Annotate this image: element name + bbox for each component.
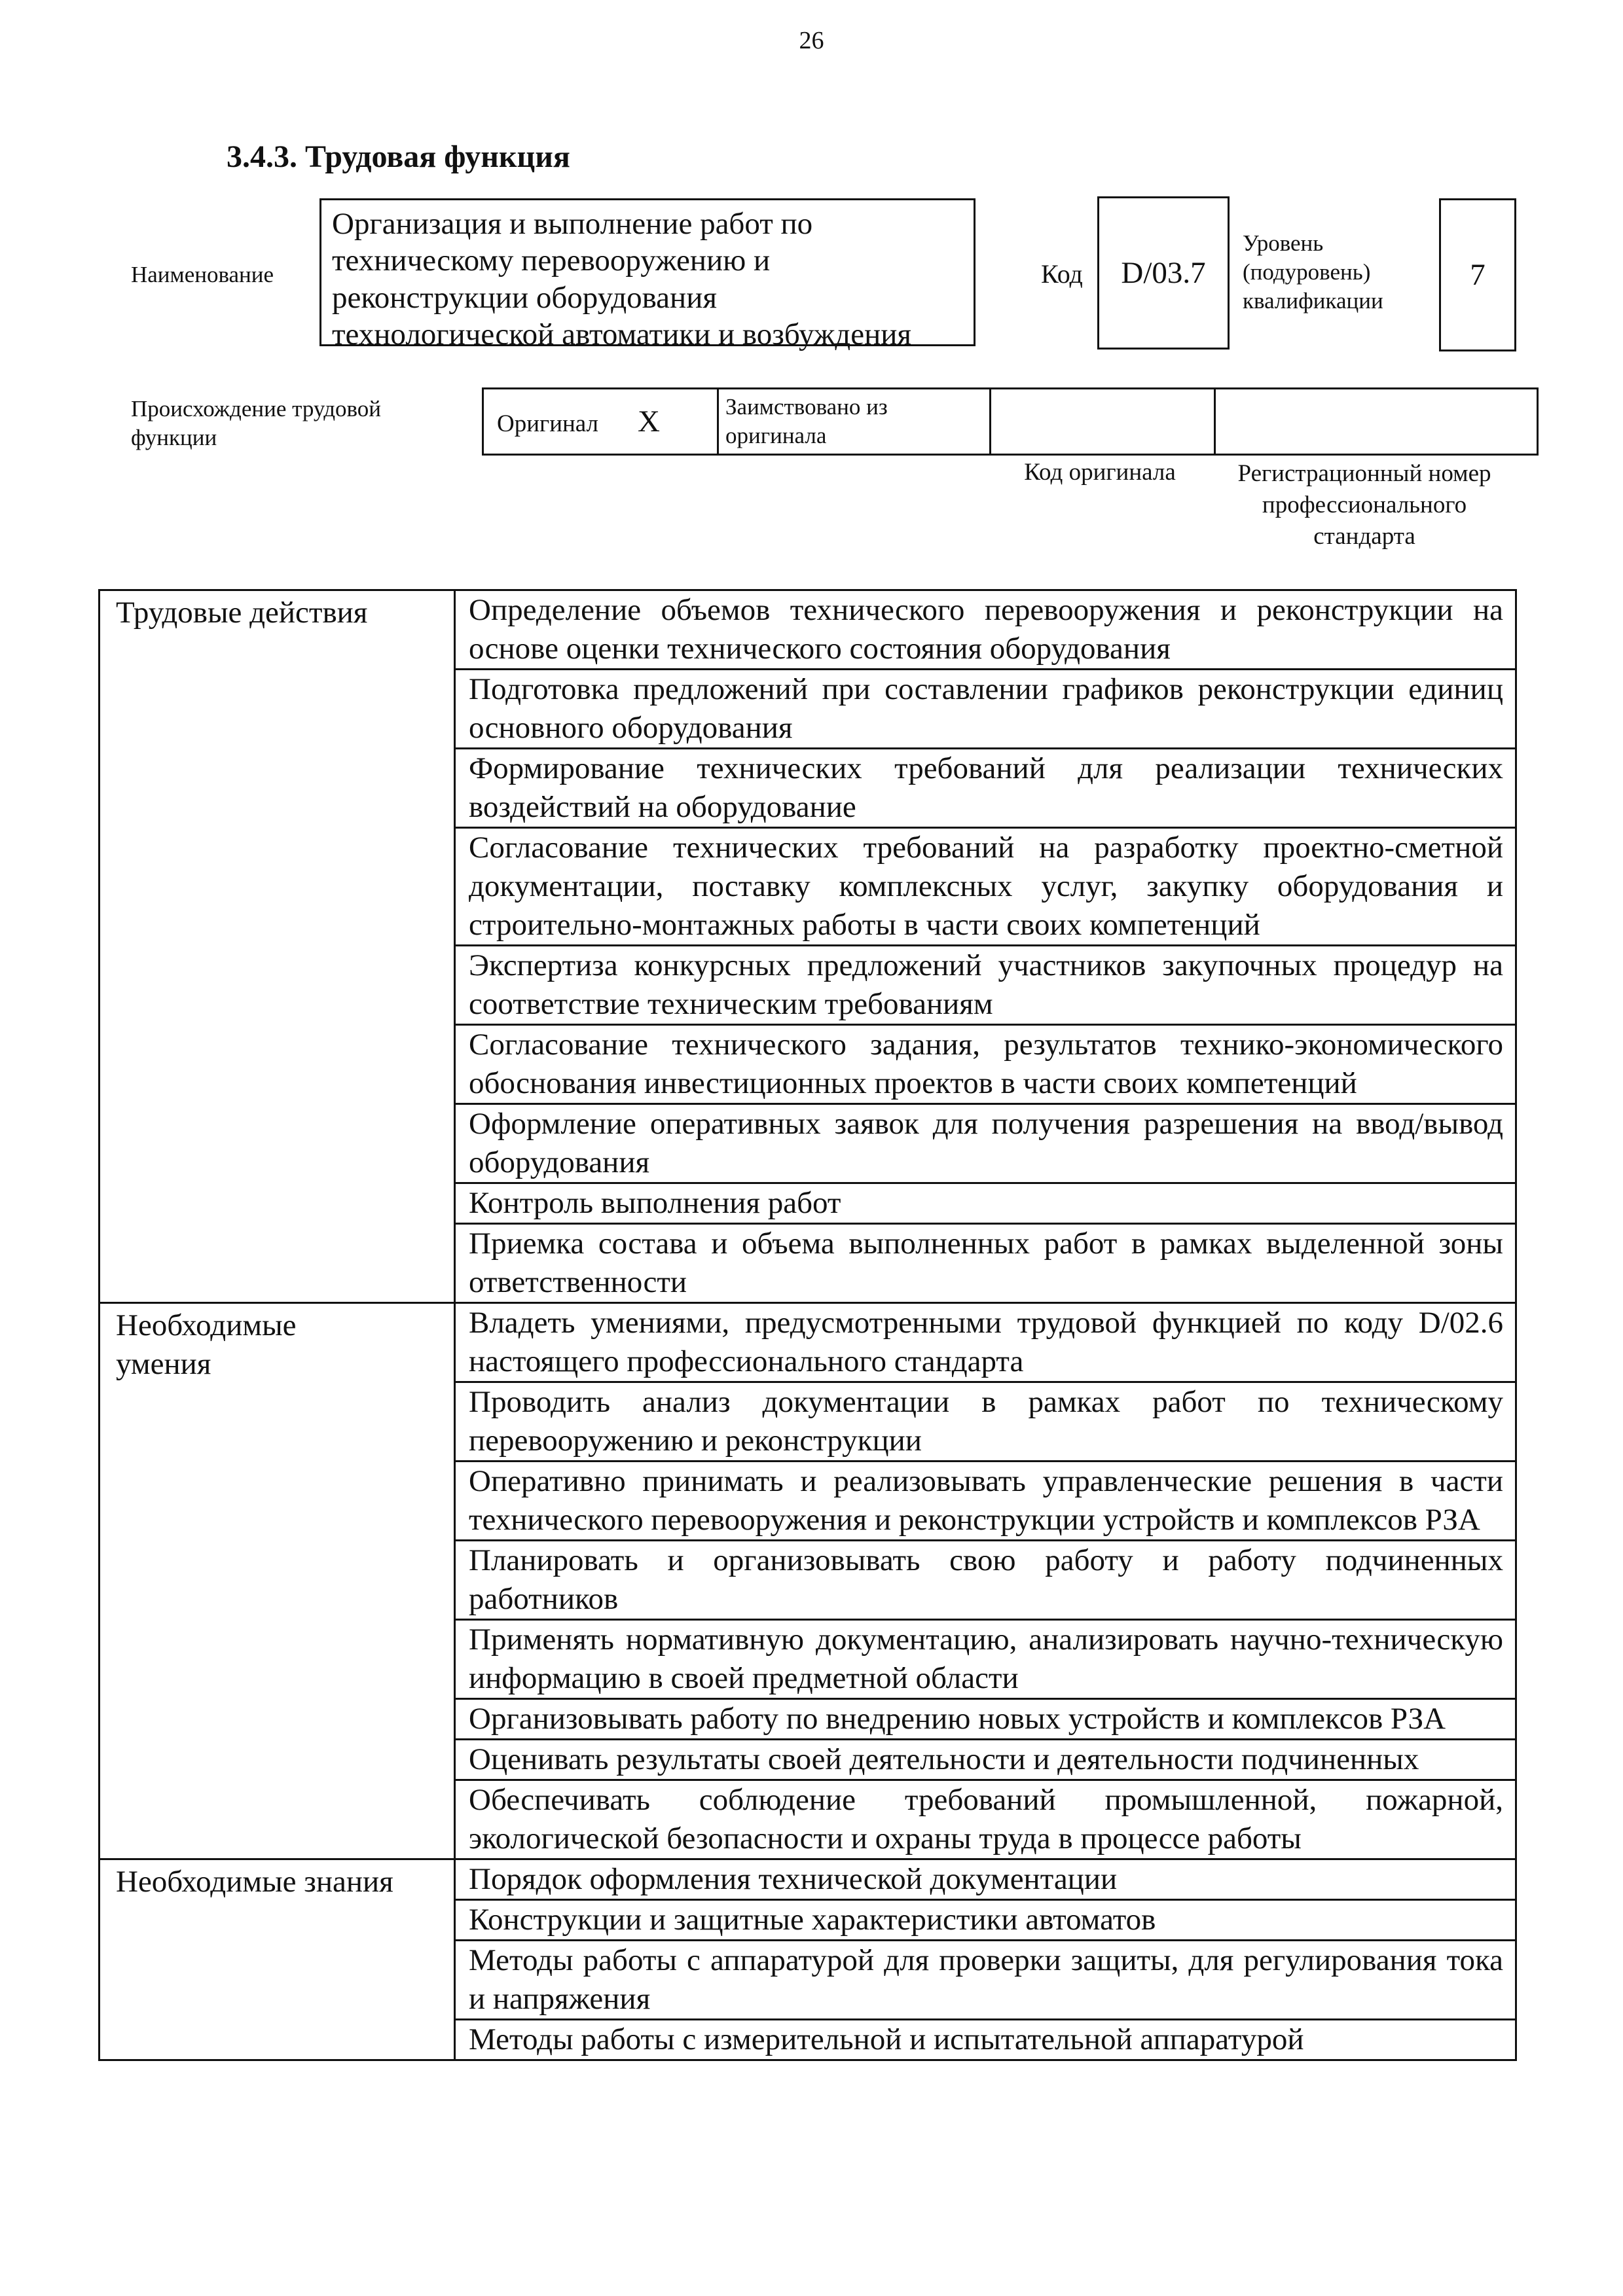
section-category-line: Необходимые знания: [116, 1865, 393, 1899]
function-name-line: Организация и выполнение работ по: [332, 207, 813, 241]
section-item: Конструкции и защитные характеристики автоматов: [455, 1900, 1516, 1941]
function-name-line: техническому перевооружению и: [332, 243, 771, 278]
section-item: Определение объемов технического перевооружения и реконструкции на основе оценки технического состояния оборудования: [455, 590, 1516, 670]
section-item: Порядок оформления технической документации: [455, 1859, 1516, 1900]
origin-label-line: Происхождение трудовой: [131, 396, 382, 422]
section-item: Оценивать результаты своей деятельности и деятельности подчиненных: [455, 1740, 1516, 1780]
origin-label-line: функции: [131, 424, 217, 450]
level-label-line: квалификации: [1243, 287, 1383, 314]
original-code-cell: [991, 389, 1215, 455]
reg-label-line: профессионального: [1262, 492, 1467, 519]
reg-label-line: стандарта: [1313, 523, 1415, 550]
original-cell: [483, 389, 718, 455]
function-name-line: реконструкции оборудования: [332, 280, 717, 315]
section-item: Оформление оперативных заявок для получения разрешения на ввод/вывод оборудования: [455, 1104, 1516, 1183]
function-details-table: [98, 589, 1517, 2061]
section-item: Согласование технического задания, результатов технико-экономического обоснования инвестиционных проектов в части своих компетенций: [455, 1025, 1516, 1104]
level-label-line: Уровень: [1243, 230, 1324, 256]
function-name-line: технологической автоматики и возбуждения: [332, 317, 911, 352]
borrowed-line: Заимствовано из: [725, 394, 888, 420]
section-item: Обеспечивать соблюдение требований промышленной, пожарной, экологической безопасности и охраны труда в процессе работы: [455, 1780, 1516, 1859]
section-category: [100, 1303, 455, 1859]
section-item: Методы работы с измерительной и испытательной аппаратурой: [455, 2020, 1516, 2060]
borrowed-cell: [718, 389, 991, 455]
section-title: 3.4.3. Трудовая функция: [227, 139, 570, 174]
origin-row: [483, 389, 1538, 455]
code-value: D/03.7: [1121, 256, 1206, 290]
section-item: Экспертиза конкурсных предложений участников закупочных процедур на соответствие техническим требованиям: [455, 946, 1516, 1025]
section-item: Планировать и организовывать свою работу и работу подчиненных работников: [455, 1541, 1516, 1620]
section-item: Подготовка предложений при составлении графиков реконструкции единиц основного оборудования: [455, 670, 1516, 749]
section-category: [100, 590, 455, 1303]
code-original-label: Код оригинала: [1024, 459, 1176, 486]
section-category-line: Необходимые: [116, 1308, 297, 1342]
reg-number-label: [1213, 458, 1516, 552]
name-label: Наименование: [131, 262, 274, 287]
section-category-line: Трудовые действия: [116, 596, 368, 630]
section-item: Методы работы с аппаратурой для проверки защиты, для регулирования тока и напряжения: [455, 1941, 1516, 2020]
section-item: Применять нормативную документацию, анализировать научно-техническую информацию в своей предметной области: [455, 1620, 1516, 1699]
reg-label-line: Регистрационный номер: [1237, 460, 1491, 487]
section-item: Формирование технических требований для реализации технических воздействий на оборудование: [455, 749, 1516, 828]
original-label: Оригинал: [497, 410, 599, 437]
table-row: [100, 1859, 1516, 1900]
section-category: [100, 1859, 455, 2060]
section-item: Приемка состава и объема выполненных работ в рамках выделенной зоны ответственности: [455, 1224, 1516, 1303]
origin-label: [131, 395, 458, 452]
level-value: 7: [1470, 258, 1486, 292]
section-item: Проводить анализ документации в рамках работ по техническому перевооружению и реконструкции: [455, 1382, 1516, 1462]
section-item: Контроль выполнения работ: [455, 1183, 1516, 1224]
table-row: [100, 1303, 1516, 1382]
qualification-level-box: [1439, 198, 1516, 351]
section-item: Организовывать работу по внедрению новых устройств и комплексов РЗА: [455, 1699, 1516, 1740]
origin-table: [482, 387, 1539, 456]
section-category-line: умения: [116, 1347, 211, 1381]
page-number: 26: [799, 27, 824, 54]
section-item: Владеть умениями, предусмотренными трудовой функцией по коду D/02.6 настоящего профессионального стандарта: [455, 1303, 1516, 1382]
qualification-level-label: [1243, 229, 1413, 315]
section-item: Согласование технических требований на разработку проектно-сметной документации, поставку комплексных услуг, закупку оборудования и строительно-монтажных работы в части своих компетенций: [455, 828, 1516, 946]
level-label-line: (подуровень): [1243, 259, 1371, 285]
code-label: Код: [1041, 259, 1083, 289]
section-item: Оперативно принимать и реализовывать управленческие решения в части технического перевооружения и реконструкции устройств и комплексов РЗА: [455, 1462, 1516, 1541]
code-value-box: [1097, 196, 1230, 350]
borrowed-line: оригинала: [725, 423, 827, 448]
table-row: [100, 590, 1516, 670]
original-mark: X: [638, 404, 660, 439]
function-name-box: [319, 198, 976, 352]
reg-number-cell: [1215, 389, 1538, 455]
